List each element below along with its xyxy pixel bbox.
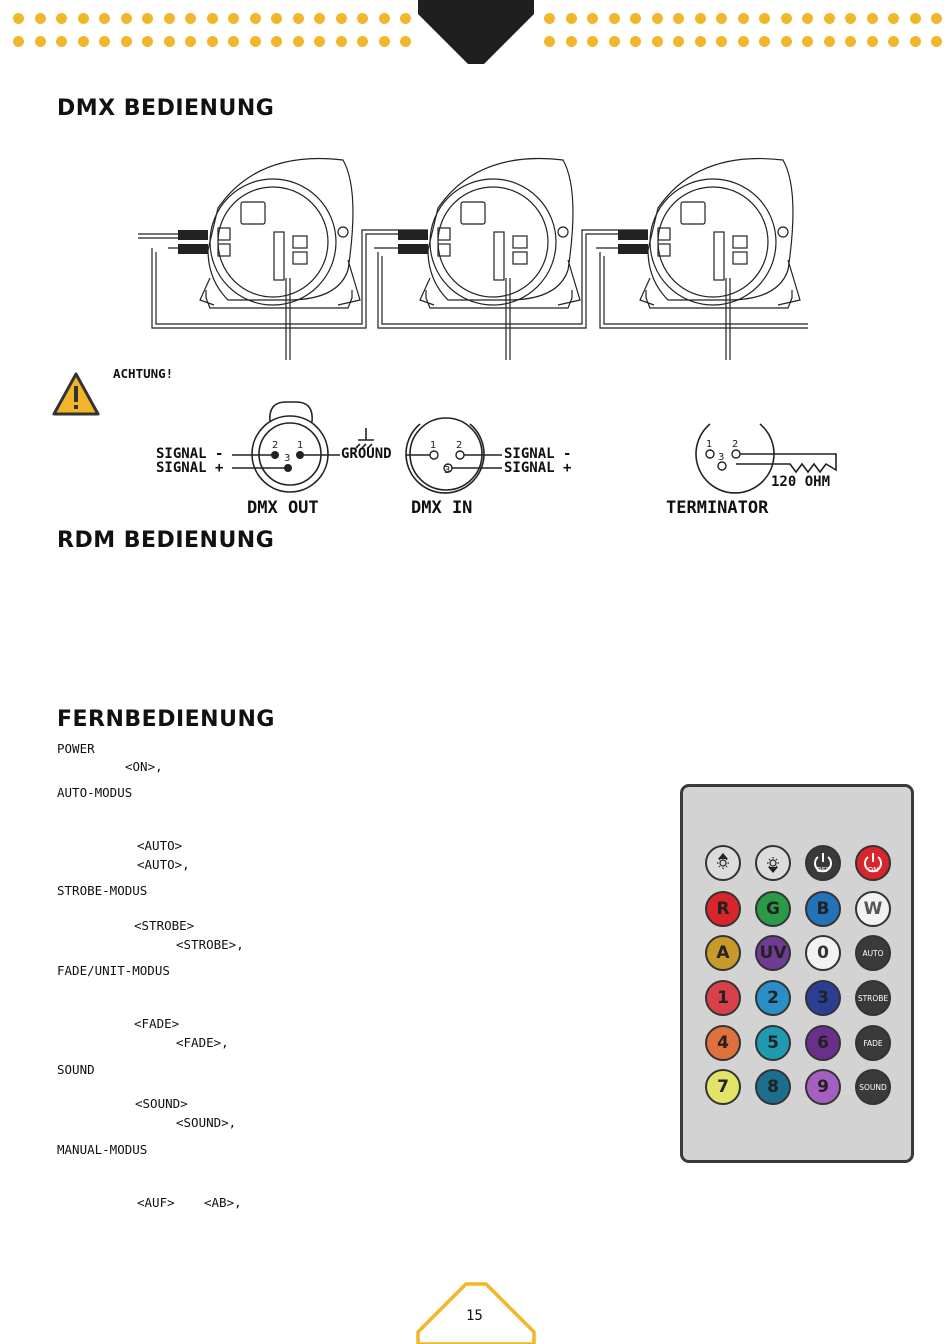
decor-dot [142,13,153,24]
decor-dot [121,36,132,47]
brightness-up-icon [711,851,735,875]
red-button[interactable] [705,891,741,927]
fade-key-1: <FADE> [134,1016,180,1031]
decor-dot [164,36,175,47]
in-pin-2: 2 [456,440,463,451]
brightness-down-icon [761,851,785,875]
decor-dot [759,13,770,24]
dmx-heading: DMX BEDIENUNG [57,96,275,121]
decor-dot [142,36,153,47]
on-button[interactable] [855,845,891,881]
out-pin-1: 1 [297,440,304,451]
decor-dot [695,13,706,24]
in-signal-minus: SIGNAL - [504,446,572,462]
decor-dot [587,13,598,24]
decor-dot [228,13,239,24]
ohm-label: 120 OHM [771,474,831,490]
decor-dot [357,13,368,24]
in-pin-1: 1 [430,440,437,451]
decor-dot [78,13,89,24]
digit-0-button[interactable] [805,935,841,971]
decor-dot [630,36,641,47]
button-label: FADE [863,1038,883,1048]
uv-button[interactable] [755,935,791,971]
button-label: OFF [816,866,830,874]
decor-dot [867,36,878,47]
decor-dot [802,13,813,24]
digit-8-button[interactable] [755,1069,791,1105]
decor-dot [185,13,196,24]
sound-label: SOUND [57,1062,95,1077]
decor-dot [781,13,792,24]
button-label: UV [759,943,787,963]
decor-dot [630,13,641,24]
strobe-button[interactable] [855,980,891,1016]
top-triangle-tab [418,0,534,66]
decor-dot [738,36,749,47]
button-label: 2 [767,988,779,1008]
decor-dot [99,13,110,24]
strobe-key-1: <STROBE> [134,918,195,933]
digit-2-button[interactable] [755,980,791,1016]
decor-dot [845,13,856,24]
decor-dot [35,36,46,47]
manual-modus-label: MANUAL-MODUS [57,1142,148,1157]
decor-dot [824,13,835,24]
auto-modus-label: AUTO-MODUS [57,785,133,800]
top-dots-left [13,13,422,47]
decor-dot [931,36,942,47]
button-label: B [816,899,830,919]
button-label: 4 [717,1033,729,1053]
dmx-in-label: DMX IN [411,498,473,518]
decor-dot [185,36,196,47]
decor-dot [13,13,24,24]
decor-dot [609,13,620,24]
digit-9-button[interactable] [805,1069,841,1105]
decor-dot [293,36,304,47]
in-signal-plus: SIGNAL + [504,460,572,476]
decor-dot [400,36,411,47]
button-label: AUTO [862,948,884,958]
decor-dot [271,36,282,47]
green-button[interactable] [755,891,791,927]
dmx-chain-diagram [138,150,818,365]
fixture-1 [200,159,360,308]
decor-dot [164,13,175,24]
sound-button[interactable] [855,1069,891,1105]
out-pin-3: 3 [284,453,291,464]
decor-dot [544,36,555,47]
ab-key: <AB>, [204,1195,242,1210]
term-pin-2: 2 [732,439,739,450]
decor-dot [207,13,218,24]
ground-label: GROUND [341,446,392,462]
button-label: SOUND [859,1082,887,1092]
decor-dot [35,13,46,24]
blue-button[interactable] [805,891,841,927]
decor-dot [738,13,749,24]
decor-dot [250,13,261,24]
decor-dot [759,36,770,47]
decor-dot [888,13,899,24]
brightness-up-button[interactable] [705,845,741,881]
decor-dot [78,36,89,47]
decor-dot [379,36,390,47]
strobe-key-2: <STROBE>, [176,937,244,952]
button-label: 1 [717,988,729,1008]
decor-dot [56,13,67,24]
auto-key-1: <AUTO> [137,838,183,853]
digit-1-button[interactable] [705,980,741,1016]
decor-dot [207,36,218,47]
decor-dot [566,13,577,24]
decor-dot [271,13,282,24]
button-label: ON [867,866,879,874]
remote-heading: FERNBEDIENUNG [57,707,275,732]
digit-3-button[interactable] [805,980,841,1016]
warning-label: ACHTUNG! [113,366,174,381]
off-button[interactable] [805,845,841,881]
sound-key-1: <SOUND> [135,1096,188,1111]
decor-dot [910,36,921,47]
digit-7-button[interactable] [705,1069,741,1105]
auto-key-2: <AUTO>, [137,857,190,872]
button-label: 9 [817,1077,829,1097]
decor-dot [845,36,856,47]
decor-dot [566,36,577,47]
button-label: 8 [767,1077,779,1097]
button-label: STROBE [857,993,889,1003]
page-number: 15 [466,1308,483,1324]
term-pin-3: 3 [718,452,725,463]
strobe-modus-label: STROBE-MODUS [57,883,148,898]
decor-dot [314,13,325,24]
button-label: 0 [817,943,829,963]
fixture-3 [640,159,800,308]
power-on-key: <ON>, [125,759,163,774]
decor-dot [867,13,878,24]
decor-dot [121,13,132,24]
decor-dot [13,36,24,47]
decor-dot [824,36,835,47]
decor-dot [336,13,347,24]
decor-dot [673,13,684,24]
digit-4-button[interactable] [705,1025,741,1061]
terminator-label: TERMINATOR [666,498,769,518]
button-label: A [716,943,730,963]
decor-dot [716,13,727,24]
decor-dot [336,36,347,47]
sound-key-2: <SOUND>, [176,1115,237,1130]
decor-dot [888,36,899,47]
fade-modus-label: FADE/UNIT-MODUS [57,963,170,978]
button-label: 7 [717,1077,729,1097]
auto-button[interactable] [855,935,891,971]
decor-dot [544,13,555,24]
out-pin-2: 2 [272,440,279,451]
decor-dot [250,36,261,47]
digit-6-button[interactable] [805,1025,841,1061]
decor-dot [400,13,411,24]
amber-button[interactable] [705,935,741,971]
decor-dot [652,13,663,24]
decor-dot [652,36,663,47]
decor-dot [609,36,620,47]
fixture-2 [420,159,580,308]
button-label: 6 [817,1033,829,1053]
button-label: G [766,899,780,919]
decor-dot [910,13,921,24]
decor-dot [781,36,792,47]
auf-key: <AUF> [137,1195,175,1210]
out-signal-minus: SIGNAL - [156,446,224,462]
rdm-heading: RDM BEDIENUNG [57,528,275,553]
decor-dot [716,36,727,47]
term-pin-1: 1 [706,439,713,450]
out-signal-plus: SIGNAL + [156,460,224,476]
in-pin-3: 3 [444,465,451,476]
decor-dot [314,36,325,47]
top-dots-right [544,13,950,47]
button-label: R [716,899,730,919]
decor-dot [228,36,239,47]
remote-control [680,784,914,1163]
warning-icon [52,372,100,416]
power-label: POWER [57,741,95,756]
decor-dot [587,36,598,47]
brightness-down-button[interactable] [755,845,791,881]
decor-dot [293,13,304,24]
button-label: 3 [817,988,829,1008]
fade-button[interactable] [855,1025,891,1061]
decor-dot [379,13,390,24]
digit-5-button[interactable] [755,1025,791,1061]
dmx-out-label: DMX OUT [247,498,319,518]
white-button[interactable] [855,891,891,927]
button-label: W [863,899,883,919]
decor-dot [802,36,813,47]
decor-dot [673,36,684,47]
decor-dot [99,36,110,47]
decor-dot [56,36,67,47]
fade-key-2: <FADE>, [176,1035,229,1050]
decor-dot [357,36,368,47]
decor-dot [695,36,706,47]
button-label: 5 [767,1033,779,1053]
decor-dot [931,13,942,24]
